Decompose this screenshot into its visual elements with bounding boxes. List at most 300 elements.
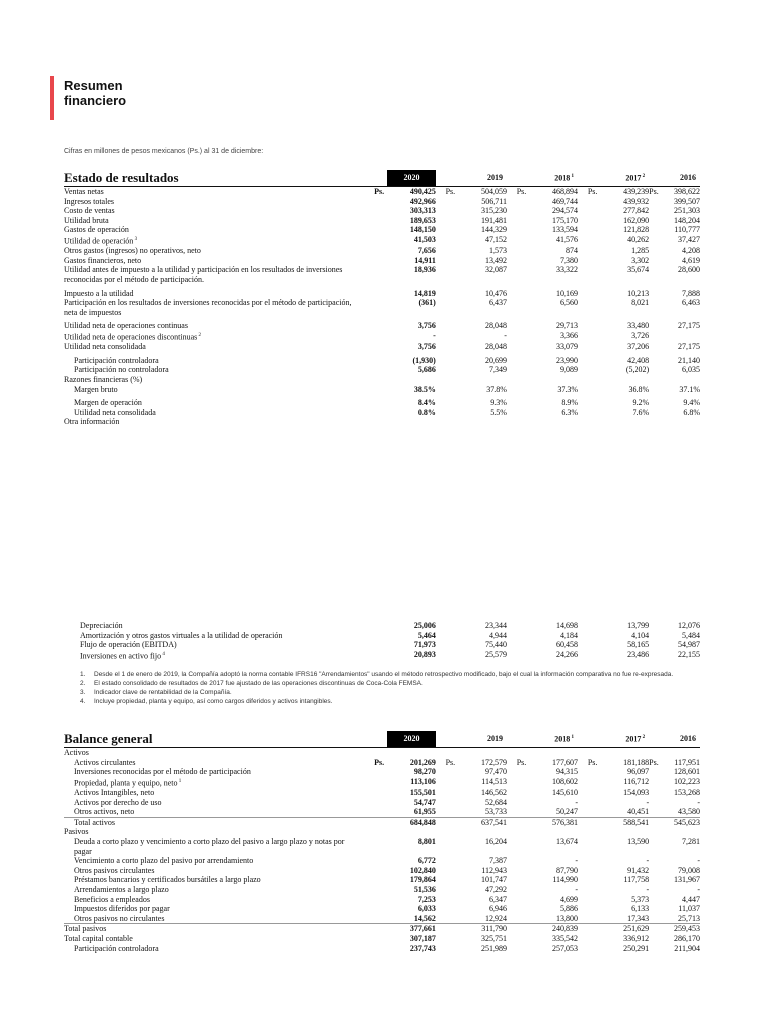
currency-cell — [359, 914, 387, 924]
footnote-number: 2. — [80, 680, 86, 687]
header-spacer — [578, 731, 600, 748]
currency-cell — [507, 904, 529, 914]
currency-cell — [578, 206, 600, 216]
currency-cell — [359, 885, 387, 895]
header-spacer — [649, 731, 661, 748]
row-label: Razones financieras (%) — [64, 375, 143, 384]
currency-cell — [507, 895, 529, 905]
value-cell: 201,269 — [409, 757, 436, 767]
currency-cell — [359, 640, 387, 650]
row-label: Activos por derecho de uso — [74, 797, 162, 807]
value-cell: 5,464 — [417, 630, 436, 640]
footnote — [80, 697, 680, 706]
value-cell: 96,097 — [627, 767, 650, 777]
currency-cell — [649, 225, 661, 235]
footnote-text: Desde el 1 de enero de 2019, la Compañía adoptó la norma contable IFRS16 "Arrendamientos" usando el método retrospectivo modificado, bajo el cual la información comparativa no fue re-expresada. — [94, 671, 674, 678]
value-cell: 439,932 — [623, 196, 650, 206]
row-label: Activos circulantes — [74, 757, 136, 767]
table-row — [64, 246, 700, 256]
currency-cell — [507, 827, 529, 837]
value-cell: 162,090 — [623, 215, 650, 225]
currency-cell — [436, 216, 458, 226]
currency-cell — [578, 895, 600, 905]
currency-cell — [649, 934, 661, 944]
page-subtitle: Cifras en millones de pesos mexicanos (Ps.) al 31 de diciembre: — [64, 148, 264, 155]
currency-cell — [649, 798, 661, 808]
value-cell: 40,262 — [627, 234, 650, 244]
value-cell: 7,253 — [417, 894, 436, 904]
value-cell: - — [575, 856, 579, 866]
footnote-number: 4. — [80, 698, 86, 705]
currency-cell — [507, 837, 529, 856]
value-cell: - — [697, 797, 700, 807]
value-cell: 33,322 — [556, 265, 579, 275]
value-cell: 5,484 — [682, 630, 700, 640]
currency-cell — [649, 417, 661, 427]
value-cell: 0.8% — [417, 407, 436, 417]
row-label: Amortización y otros gastos virtuales a la utilidad de operación — [80, 630, 283, 640]
table-row — [64, 650, 700, 661]
currency-cell: Ps. — [374, 187, 385, 196]
currency-cell — [649, 621, 661, 631]
row-label: Participación controladora — [74, 943, 159, 953]
value-cell: 13,799 — [627, 621, 650, 630]
currency-cell — [578, 394, 600, 408]
currency-cell — [507, 748, 529, 758]
currency-cell — [436, 885, 458, 895]
value-cell: - — [697, 884, 700, 894]
balance-sheet-table — [64, 731, 700, 953]
currency-cell — [649, 924, 661, 934]
currency-cell — [436, 807, 458, 817]
currency-cell — [578, 856, 600, 866]
value-cell: 10,213 — [627, 288, 650, 298]
value-cell — [458, 748, 507, 758]
value-cell: 98,270 — [413, 767, 436, 777]
currency-cell — [649, 866, 661, 876]
value-cell: 10,169 — [556, 288, 579, 298]
table-row — [64, 875, 700, 885]
row-label: Impuestos diferidos por pagar — [74, 904, 170, 914]
currency-cell — [507, 394, 529, 408]
table-row — [64, 352, 700, 366]
currency-cell — [359, 631, 387, 641]
section-title: Estado de resultados — [64, 170, 359, 187]
footnotes — [80, 670, 680, 706]
value-cell: 6,133 — [631, 904, 650, 914]
value-cell: 153,268 — [674, 788, 700, 798]
currency-cell — [649, 777, 661, 788]
value-cell: 97,470 — [484, 767, 507, 777]
currency-cell — [359, 748, 387, 758]
value-cell: 7,380 — [560, 255, 579, 265]
row-label: Total activos — [64, 817, 359, 827]
value-cell: 47,292 — [484, 884, 507, 894]
currency-cell — [649, 216, 661, 226]
currency-cell — [436, 206, 458, 216]
value-cell: 36.8% — [628, 384, 650, 394]
currency-cell: Ps. — [649, 757, 659, 767]
value-cell — [529, 417, 578, 427]
currency-cell — [436, 342, 458, 352]
value-cell: 25,579 — [484, 649, 507, 659]
currency-cell — [507, 788, 529, 798]
value-cell: 6.8% — [683, 407, 700, 417]
value-cell: 33,079 — [556, 342, 579, 352]
value-cell: 4,208 — [682, 246, 700, 256]
currency-cell — [507, 817, 529, 827]
currency-cell — [649, 385, 661, 395]
value-cell: 24,266 — [556, 649, 579, 659]
value-cell — [529, 748, 578, 758]
table-row — [64, 827, 700, 837]
value-cell: 588,541 — [600, 817, 649, 827]
currency-cell — [359, 807, 387, 817]
row-label: Gastos de operación — [64, 225, 129, 235]
currency-cell — [359, 417, 387, 427]
currency-cell — [359, 385, 387, 395]
currency-cell — [649, 342, 661, 352]
value-cell — [387, 827, 436, 837]
row-label: Ventas netas — [64, 187, 104, 196]
value-cell: 41,503 — [413, 234, 436, 244]
value-cell — [600, 375, 649, 385]
currency-cell — [359, 394, 387, 408]
value-cell: 14,819 — [413, 288, 436, 298]
value-cell — [458, 375, 507, 385]
currency-cell — [507, 944, 529, 954]
value-cell: 27,175 — [678, 342, 700, 352]
currency-cell — [507, 621, 529, 631]
currency-cell — [436, 352, 458, 366]
currency-cell — [649, 640, 661, 650]
currency-cell — [436, 365, 458, 375]
value-cell: 12,924 — [484, 913, 507, 923]
value-cell — [387, 375, 436, 385]
value-cell: 6,347 — [488, 894, 507, 904]
value-cell: 75,440 — [484, 640, 507, 650]
value-cell — [661, 827, 700, 837]
value-cell: 4,104 — [631, 630, 650, 640]
value-cell: 7,888 — [682, 288, 700, 298]
table-row — [64, 235, 700, 246]
value-cell: 311,790 — [458, 924, 507, 934]
value-cell: 3,302 — [631, 255, 650, 265]
currency-cell — [507, 885, 529, 895]
value-cell — [529, 375, 578, 385]
footnote-marker: 2 — [641, 735, 646, 741]
currency-cell — [359, 621, 387, 631]
table-row — [64, 225, 700, 235]
value-cell: 5,886 — [560, 904, 579, 914]
row-label: Utilidad neta consolidada — [74, 407, 156, 417]
currency-cell — [578, 216, 600, 226]
currency-cell — [436, 777, 458, 788]
value-cell: 131,967 — [674, 875, 700, 885]
value-cell: 7,387 — [488, 856, 507, 866]
value-cell: 1,285 — [631, 246, 650, 256]
footnote-text: Incluye propiedad, planta y equipo, así como cargos diferidos y activos intangibles. — [94, 698, 333, 705]
currency-cell — [578, 904, 600, 914]
value-cell: 469,744 — [552, 196, 579, 206]
value-cell: 29,713 — [556, 321, 579, 331]
currency-cell — [578, 331, 600, 342]
value-cell: 113,106 — [410, 776, 436, 786]
currency-cell — [578, 417, 600, 427]
table-row — [64, 777, 700, 788]
value-cell: 3,756 — [417, 342, 436, 352]
value-cell: 177,607 — [552, 757, 579, 767]
value-cell: 237,743 — [409, 943, 436, 953]
value-cell: 37.3% — [557, 384, 579, 394]
value-cell: 545,623 — [661, 817, 700, 827]
value-cell: 54,987 — [678, 640, 700, 650]
currency-cell — [649, 375, 661, 385]
table-row — [64, 621, 700, 631]
value-cell: - — [575, 884, 579, 894]
currency-cell — [649, 206, 661, 216]
row-label: Utilidad antes de impuesto a la utilidad y participación en los resultados de inversiones reconocidas por el método de participación. — [64, 265, 343, 284]
value-cell: 6.3% — [561, 407, 579, 417]
row-label: Inversiones reconocidas por el método de participación — [74, 767, 251, 777]
currency-cell — [359, 352, 387, 366]
value-cell: 148,204 — [674, 215, 700, 225]
currency-cell: Ps. — [445, 187, 456, 196]
value-cell: 179,864 — [409, 875, 436, 885]
table-row — [64, 331, 700, 342]
value-cell: 7.6% — [632, 407, 650, 417]
year-header-2016: 2016 — [661, 170, 700, 187]
value-cell: 108,602 — [552, 776, 579, 786]
header-spacer — [578, 170, 600, 187]
value-cell: 8.9% — [561, 398, 579, 408]
row-label: Depreciación — [80, 621, 123, 630]
currency-cell — [436, 317, 458, 331]
currency-cell — [359, 235, 387, 246]
value-cell: 325,751 — [480, 933, 507, 943]
currency-cell — [436, 640, 458, 650]
currency-cell — [507, 866, 529, 876]
currency-cell — [359, 225, 387, 235]
value-cell: 114,990 — [552, 875, 579, 885]
row-label: Beneficios a empleados — [74, 894, 150, 904]
currency-cell — [436, 798, 458, 808]
year-header-2019: 2019 — [458, 170, 507, 187]
value-cell: 23,990 — [556, 355, 579, 365]
value-cell: 121,828 — [623, 225, 650, 235]
value-cell: 9.4% — [683, 398, 700, 408]
income-statement-table — [64, 170, 700, 427]
currency-cell — [436, 298, 458, 317]
currency-cell — [507, 342, 529, 352]
currency-cell — [436, 235, 458, 246]
value-cell: 13,674 — [556, 837, 579, 846]
currency-cell — [578, 817, 600, 827]
header-spacer — [359, 731, 387, 748]
value-cell: - — [575, 797, 579, 807]
table-row — [64, 317, 700, 331]
table-header-row — [64, 731, 700, 748]
currency-cell — [649, 317, 661, 331]
table-row — [64, 417, 700, 427]
currency-cell — [649, 748, 661, 758]
currency-cell — [649, 650, 661, 661]
year-header-2019: 2019 — [458, 731, 507, 748]
currency-cell — [578, 631, 600, 641]
value-cell: 189,653 — [409, 215, 436, 225]
table-row — [64, 187, 700, 197]
value-cell: 3,366 — [560, 330, 579, 340]
currency-cell — [507, 352, 529, 366]
value-cell: (361) — [418, 298, 436, 308]
table-row — [64, 365, 700, 375]
row-label: Otra información — [64, 417, 120, 427]
table-row — [64, 748, 700, 758]
footnote-number: 1. — [80, 671, 86, 678]
currency-cell — [578, 365, 600, 375]
table-row — [64, 914, 700, 924]
currency-cell — [436, 944, 458, 954]
currency-cell — [649, 246, 661, 256]
currency-cell — [507, 365, 529, 375]
table-row — [64, 385, 700, 395]
value-cell: 6,560 — [560, 298, 579, 308]
currency-cell — [507, 650, 529, 661]
year-header-2016: 2016 — [661, 731, 700, 748]
currency-cell — [436, 285, 458, 299]
currency-cell — [436, 394, 458, 408]
currency-cell — [436, 417, 458, 427]
value-cell: 3,756 — [417, 321, 436, 331]
currency-cell — [359, 331, 387, 342]
value-cell: 17,343 — [627, 913, 650, 923]
table-row — [64, 298, 700, 317]
currency-cell — [649, 788, 661, 798]
row-label: Ingresos totales — [64, 196, 114, 206]
currency-cell — [436, 265, 458, 284]
currency-cell — [436, 924, 458, 934]
currency-cell — [436, 875, 458, 885]
table-row — [64, 837, 700, 856]
value-cell: 25,006 — [413, 621, 436, 630]
currency-cell — [507, 631, 529, 641]
currency-cell — [507, 640, 529, 650]
value-cell: 181,188 — [623, 757, 650, 767]
currency-cell — [649, 298, 661, 317]
currency-cell — [507, 914, 529, 924]
value-cell: 6,437 — [488, 298, 507, 308]
currency-cell — [359, 944, 387, 954]
value-cell — [600, 417, 649, 427]
value-cell: 8,801 — [417, 837, 436, 846]
value-cell: 25,713 — [678, 913, 700, 923]
value-cell: 9.2% — [632, 398, 650, 408]
value-cell: 87,790 — [556, 865, 579, 875]
value-cell: 28,048 — [484, 321, 507, 331]
row-label: Otros activos, neto — [74, 807, 135, 817]
value-cell — [529, 827, 578, 837]
value-cell: 54,747 — [413, 797, 436, 807]
value-cell: - — [646, 797, 650, 807]
value-cell: 13,590 — [627, 837, 650, 846]
year-header-2020: 2020 — [387, 170, 436, 187]
table-row — [64, 375, 700, 385]
year-header-2020: 2020 — [387, 731, 436, 748]
currency-cell — [359, 924, 387, 934]
value-cell: 335,542 — [552, 933, 579, 943]
value-cell: 146,562 — [480, 788, 507, 798]
year-header-2018: 2018 $^1$ — [529, 731, 578, 748]
value-cell: 11,037 — [678, 904, 700, 914]
table-row — [64, 394, 700, 408]
row-label: Utilidad neta de operaciones discontinuas $^2$ — [64, 332, 202, 342]
currency-cell — [507, 767, 529, 777]
row-label: Participación no controladora — [74, 365, 169, 375]
value-cell: 468,894 — [552, 187, 579, 196]
value-cell: 175,170 — [552, 215, 579, 225]
row-label: Participación en los resultados de inversiones reconocidas por el método de participación, neta de impuestos — [64, 298, 352, 317]
currency-cell — [436, 827, 458, 837]
value-cell: 33,480 — [627, 321, 650, 331]
currency-cell — [507, 807, 529, 817]
value-cell: 874 — [566, 246, 579, 256]
footnote-marker: 1 — [177, 778, 182, 784]
currency-cell — [436, 385, 458, 395]
currency-cell — [649, 394, 661, 408]
header-spacer — [507, 170, 529, 187]
currency-cell — [359, 375, 387, 385]
value-cell: 303,313 — [409, 206, 436, 216]
value-cell: 13,800 — [556, 913, 579, 923]
value-cell: 18,936 — [413, 265, 436, 275]
row-label: Pasivos — [64, 827, 89, 837]
value-cell: 377,661 — [387, 924, 436, 934]
value-cell: 492,966 — [409, 196, 436, 206]
value-cell — [387, 417, 436, 427]
table-row — [64, 856, 700, 866]
currency-cell — [578, 285, 600, 299]
value-cell: 71,973 — [413, 640, 436, 650]
table-row — [64, 197, 700, 207]
row-label: Total pasivos — [64, 924, 359, 934]
footnote-text: El estado consolidado de resultados de 2017 fue ajustado de las operaciones discontinuas de Coca-Cola FEMSA. — [94, 680, 423, 687]
table-row — [64, 817, 700, 827]
value-cell: 504,059 — [480, 187, 507, 196]
currency-cell — [507, 934, 529, 944]
table-row — [64, 640, 700, 650]
row-label: Impuesto a la utilidad — [64, 288, 134, 298]
currency-cell — [359, 788, 387, 798]
row-label: Deuda a corto plazo y vencimiento a corto plazo del pasivo a largo plazo y notas por pagar — [74, 837, 345, 856]
value-cell: 16,204 — [484, 837, 507, 846]
row-label: Inversiones en activo fijo $^4$ — [80, 651, 165, 661]
currency-cell — [649, 827, 661, 837]
currency-cell — [436, 837, 458, 856]
value-cell: 7,349 — [488, 365, 507, 375]
value-cell: 110,777 — [674, 225, 700, 235]
value-cell: 28,600 — [678, 265, 700, 275]
currency-cell — [436, 375, 458, 385]
value-cell: 490,425 — [409, 187, 436, 196]
table-row — [64, 342, 700, 352]
currency-cell — [507, 777, 529, 788]
footnote — [80, 670, 680, 679]
row-label: Otros pasivos circulantes — [74, 865, 155, 875]
value-cell: 439,239 — [623, 187, 650, 196]
value-cell: (5,202) — [625, 365, 650, 375]
footnote-marker: 3 — [133, 236, 138, 242]
value-cell: 336,912 — [623, 933, 650, 943]
